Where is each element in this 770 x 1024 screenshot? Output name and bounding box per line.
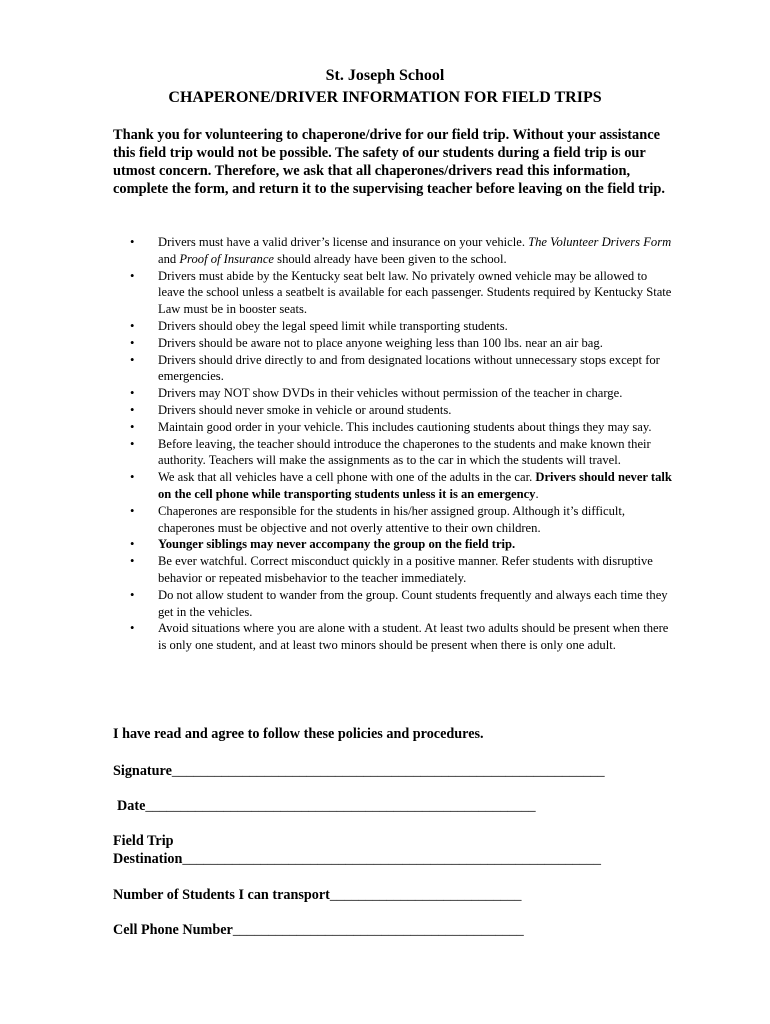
cell-phone-label: Cell Phone Number — [113, 922, 233, 938]
bullet: • — [130, 352, 135, 367]
bullet: • — [130, 235, 135, 249]
date-line[interactable]: _______________________________________________________ — [145, 798, 536, 814]
bullet: • — [130, 436, 135, 451]
list-item: • Avoid situations where you are alone with a student. At least two adults should be present when there is only one student, and at least two minors should be present when there is only one adult. — [130, 621, 669, 653]
list-item: • Drivers should drive directly to and from designated locations without unnecessary stops except for emergencies. — [130, 352, 660, 384]
students-line[interactable]: ___________________________ — [329, 887, 522, 903]
date-label: Date — [117, 798, 146, 814]
destination-field[interactable] — [113, 850, 601, 868]
bullet: • — [130, 503, 135, 518]
list-item: • Drivers should obey the legal speed limit while transporting students. — [130, 318, 508, 333]
rules-list — [130, 234, 675, 654]
bullet: • — [130, 419, 135, 434]
list-item: • Drivers must abide by the Kentucky seat belt law. No privately owned vehicle may be allowed to leave the school unless a seatbelt is available for each passenger. Students required by Kentucky State Law must be in booster seats. — [130, 268, 672, 317]
bullet: • — [130, 537, 135, 552]
bullet: • — [130, 402, 135, 417]
intro-paragraph: Thank you for volunteering to chaperone/drive for our field trip. Without your assistance this field trip would not be possible. The safety of our students during a field trip is our utmost concern. Therefore, we ask that all chaperones/drivers read this information, complete the form, and return it to the supervising teacher before leaving on the field trip. — [113, 127, 665, 197]
signature-line[interactable]: _____________________________________________________________ — [171, 763, 605, 779]
list-item: • Before leaving, the teacher should introduce the chaperones to the students and make known their authority. Teachers will make the assignments as to the car in which the students will travel. — [130, 436, 651, 468]
destination-label: Destination — [113, 851, 183, 867]
signature-field[interactable] — [113, 762, 605, 780]
list-item: • Be ever watchful. Correct misconduct quickly in a positive manner. Refer students with disruptive behavior or repeated misbehavior to the teacher immediately. — [130, 554, 653, 585]
bullet: • — [130, 268, 135, 283]
bullet: • — [130, 621, 135, 636]
students-label: Number of Students I can transport — [113, 887, 330, 903]
list-item: • Drivers may NOT show DVDs in their vehicles without permission of the teacher in charge. — [130, 386, 623, 401]
destination-line[interactable]: ___________________________________________________________ — [182, 851, 601, 867]
bullet: • — [130, 554, 135, 569]
bullet: • — [130, 587, 135, 602]
list-item: • Drivers must have a valid driver’s license and insurance on your vehicle. The Volunteer Drivers Form and Proof of Insurance should already have been given to the school. — [130, 235, 672, 266]
bullet: • — [130, 470, 135, 485]
field-trip-label: Field Trip — [113, 833, 174, 849]
form-title: CHAPERONE/DRIVER INFORMATION FOR FIELD TRIPS — [168, 89, 602, 106]
agreement-statement: I have read and agree to follow these policies and procedures. — [113, 726, 484, 742]
list-item: • Drivers should never smoke in vehicle or around students. — [130, 402, 452, 417]
cell-phone-field[interactable] — [113, 921, 524, 939]
date-field[interactable] — [117, 797, 536, 815]
cell-phone-line[interactable]: _________________________________________ — [232, 922, 524, 938]
list-item: • We ask that all vehicles have a cell phone with one of the adults in the car. Drivers should never talk on the cell phone while transporting students unless it is an emergency. — [130, 470, 672, 501]
list-item: • Younger siblings may never accompany the group on the field trip. — [130, 537, 516, 552]
students-field[interactable] — [113, 886, 521, 904]
list-item: • Drivers should be aware not to place anyone weighing less than 100 lbs. near an air bag. — [130, 335, 603, 350]
bullet: • — [130, 386, 135, 401]
bullet: • — [130, 318, 135, 333]
list-item: • Maintain good order in your vehicle. This includes cautioning students about things they may say. — [130, 419, 652, 434]
bullet: • — [130, 335, 135, 350]
list-item: • Do not allow student to wander from the group. Count students frequently and always each time they get in the vehicles. — [130, 587, 668, 619]
signature-label: Signature — [113, 763, 172, 779]
list-item: • Chaperones are responsible for the students in his/her assigned group. Although it’s difficult, chaperones must be objective and not overly attentive to their own children. — [130, 503, 626, 535]
school-name: St. Joseph School — [325, 67, 445, 84]
